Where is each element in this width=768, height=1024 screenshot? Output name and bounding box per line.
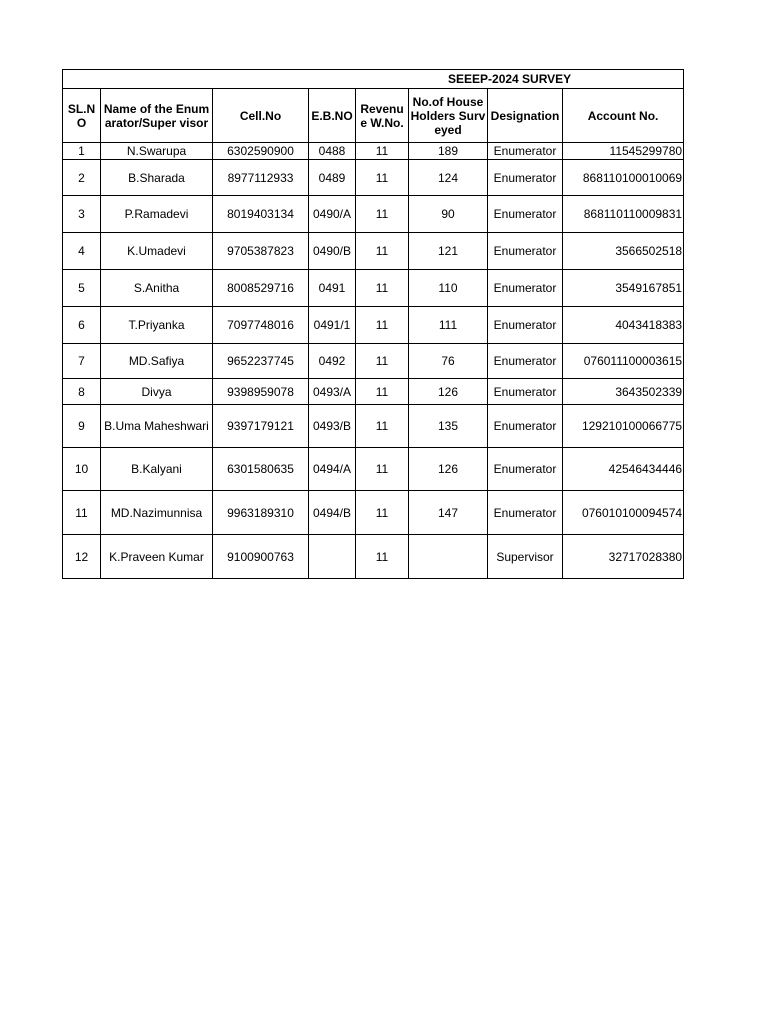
cell-revenue-ward: 11 (356, 233, 409, 270)
cell-sl-no: 1 (63, 143, 101, 160)
cell-designation: Enumerator (488, 143, 563, 160)
table-row (63, 344, 684, 379)
cell-phone: 9705387823 (213, 233, 309, 270)
cell-revenue-ward: 11 (356, 270, 409, 307)
cell-name: P.Ramadevi (101, 196, 213, 233)
cell-revenue-ward: 11 (356, 405, 409, 448)
table-row (63, 233, 684, 270)
cell-revenue-ward: 11 (356, 344, 409, 379)
cell-account-no: 3566502518 (563, 233, 684, 270)
cell-account-no: 11545299780 (563, 143, 684, 160)
cell-account-no: 076011100003615 (563, 344, 684, 379)
cell-account-no: 32717028380 (563, 535, 684, 579)
cell-designation: Supervisor (488, 535, 563, 579)
cell-name: K.Praveen Kumar (101, 535, 213, 579)
table-row (63, 196, 684, 233)
title-cell (63, 70, 684, 89)
table-row (63, 448, 684, 491)
header-households: No.of House Holders Surveyed (409, 89, 488, 143)
cell-phone: 8019403134 (213, 196, 309, 233)
cell-designation: Enumerator (488, 344, 563, 379)
cell-eb-no: 0494/B (309, 491, 356, 535)
cell-sl-no: 4 (63, 233, 101, 270)
table-row (63, 143, 684, 160)
cell-name: B.Uma Maheshwari (101, 405, 213, 448)
cell-name: B.Kalyani (101, 448, 213, 491)
cell-households: 189 (409, 143, 488, 160)
cell-sl-no: 12 (63, 535, 101, 579)
cell-eb-no: 0490/A (309, 196, 356, 233)
cell-name: K.Umadevi (101, 233, 213, 270)
cell-revenue-ward: 11 (356, 160, 409, 196)
cell-sl-no: 7 (63, 344, 101, 379)
cell-sl-no: 3 (63, 196, 101, 233)
cell-households: 135 (409, 405, 488, 448)
cell-account-no: 868110100010069 (563, 160, 684, 196)
cell-households: 111 (409, 307, 488, 344)
cell-eb-no: 0489 (309, 160, 356, 196)
cell-phone: 6301580635 (213, 448, 309, 491)
cell-account-no: 868110110009831 (563, 196, 684, 233)
table-row (63, 307, 684, 344)
cell-account-no: 129210100066775 (563, 405, 684, 448)
header-designation: Designation (488, 89, 563, 143)
cell-designation: Enumerator (488, 307, 563, 344)
cell-revenue-ward: 11 (356, 307, 409, 344)
cell-phone: 7097748016 (213, 307, 309, 344)
header-revenue-ward: Revenue W.No. (356, 89, 409, 143)
cell-designation: Enumerator (488, 379, 563, 405)
cell-eb-no: 0491/1 (309, 307, 356, 344)
cell-account-no: 4043418383 (563, 307, 684, 344)
cell-name: S.Anitha (101, 270, 213, 307)
header-eb-no: E.B.NO (309, 89, 356, 143)
survey-title: SEEEP-2024 SURVEY (448, 72, 572, 86)
cell-account-no: 3549167851 (563, 270, 684, 307)
cell-eb-no: 0492 (309, 344, 356, 379)
cell-eb-no (309, 535, 356, 579)
cell-revenue-ward: 11 (356, 448, 409, 491)
cell-eb-no: 0490/B (309, 233, 356, 270)
cell-designation: Enumerator (488, 270, 563, 307)
cell-eb-no: 0488 (309, 143, 356, 160)
cell-households (409, 535, 488, 579)
cell-name: MD.Nazimunnisa (101, 491, 213, 535)
cell-phone: 9652237745 (213, 344, 309, 379)
cell-households: 126 (409, 448, 488, 491)
cell-households: 110 (409, 270, 488, 307)
cell-designation: Enumerator (488, 448, 563, 491)
cell-name: B.Sharada (101, 160, 213, 196)
cell-revenue-ward: 11 (356, 143, 409, 160)
cell-designation: Enumerator (488, 405, 563, 448)
header-sl-no: SL.NO (63, 89, 101, 143)
cell-account-no: 42546434446 (563, 448, 684, 491)
cell-households: 126 (409, 379, 488, 405)
cell-name: Divya (101, 379, 213, 405)
cell-name: N.Swarupa (101, 143, 213, 160)
cell-households: 121 (409, 233, 488, 270)
header-row (63, 89, 684, 143)
cell-phone: 6302590900 (213, 143, 309, 160)
table-row (63, 160, 684, 196)
table-row (63, 535, 684, 579)
cell-phone: 9100900763 (213, 535, 309, 579)
header-account-no: Account No. (563, 89, 684, 143)
cell-eb-no: 0494/A (309, 448, 356, 491)
cell-revenue-ward: 11 (356, 535, 409, 579)
cell-sl-no: 5 (63, 270, 101, 307)
cell-account-no: 076010100094574 (563, 491, 684, 535)
cell-sl-no: 6 (63, 307, 101, 344)
cell-households: 76 (409, 344, 488, 379)
cell-designation: Enumerator (488, 233, 563, 270)
cell-households: 147 (409, 491, 488, 535)
cell-designation: Enumerator (488, 491, 563, 535)
cell-phone: 9963189310 (213, 491, 309, 535)
cell-sl-no: 8 (63, 379, 101, 405)
cell-revenue-ward: 11 (356, 196, 409, 233)
cell-name: T.Priyanka (101, 307, 213, 344)
cell-eb-no: 0493/B (309, 405, 356, 448)
title-row (63, 70, 684, 89)
table-row (63, 491, 684, 535)
table-row (63, 270, 684, 307)
header-name: Name of the Enumarator/Super visor (101, 89, 213, 143)
survey-table (62, 69, 684, 579)
cell-phone: 8977112933 (213, 160, 309, 196)
cell-sl-no: 10 (63, 448, 101, 491)
cell-revenue-ward: 11 (356, 491, 409, 535)
cell-phone: 9397179121 (213, 405, 309, 448)
cell-phone: 9398959078 (213, 379, 309, 405)
cell-households: 90 (409, 196, 488, 233)
table-row (63, 405, 684, 448)
cell-households: 124 (409, 160, 488, 196)
cell-eb-no: 0493/A (309, 379, 356, 405)
cell-phone: 8008529716 (213, 270, 309, 307)
table-row (63, 379, 684, 405)
cell-revenue-ward: 11 (356, 379, 409, 405)
cell-sl-no: 11 (63, 491, 101, 535)
cell-name: MD.Safiya (101, 344, 213, 379)
cell-eb-no: 0491 (309, 270, 356, 307)
header-cell-no: Cell.No (213, 89, 309, 143)
cell-sl-no: 2 (63, 160, 101, 196)
cell-sl-no: 9 (63, 405, 101, 448)
cell-designation: Enumerator (488, 160, 563, 196)
cell-account-no: 3643502339 (563, 379, 684, 405)
cell-designation: Enumerator (488, 196, 563, 233)
